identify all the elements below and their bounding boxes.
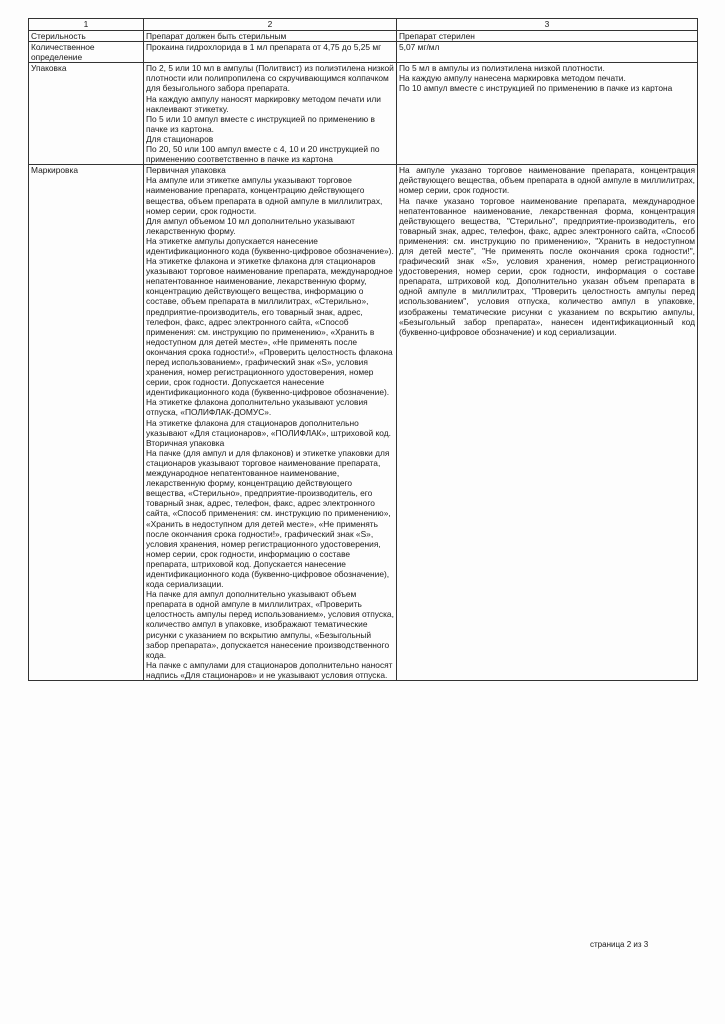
- requirement-paragraph: На пачке (для ампул и для флаконов) и этикетке упаковки для стационаров указывают торговое наименование препарата, международное непатентованное наименование, лекарственную форму, концентрацию действующего вещества, «Стерильно», предприятие-производитель, его товарный знак, адрес, телефон, факс, адрес электронного сайта, «Способ применения: см. инструкцию по применению», «Хранить в недоступном для детей месте», «Не применять после окончания срока годности!», графический знак «S», условия хранения, номер регистрационного удостоверения, номер серии, срок годности, информацию о составе препарата, штриховой код. Допускается нанесение идентификационного кода (буквенно-цифровое обозначение), кода сериализации.: [146, 447, 391, 590]
- result-paragraph: Препарат стерилен: [399, 31, 475, 41]
- requirement-paragraph: На пачке с ампулами для стационаров дополнительно наносят надпись «Для стационаров» и не указывают условия отпуска.: [146, 659, 393, 680]
- table-row: [29, 42, 698, 63]
- requirement-paragraph: На этикетке флакона и этикетке флакона для стационаров указывают торговое наименование препарата, международное непатентованное наименование, лекарственную форму, концентрацию действующего вещества, информацию о составе, объем препарата в миллилитрах, «Стерильно», предприятие-производитель, его товарный знак, адрес, телефон, факс, адрес электронного сайта, «Способ применения: см. инструкцию по применению», «Хранить в недоступном для детей месте», «Не применять после окончания срока годности!», «Проверить целостность флакона перед использованием», графический знак «S», условия хранения, номер регистрационного удостоверения, номер серии, срок годности. Допускается нанесение идентификационного кода (буквенно-цифровое обозначение).: [146, 256, 393, 398]
- requirement-paragraph: По 2, 5 или 10 мл в ампулы (Политвист) из полиэтилена низкой плотности или полипропилена со скручивающимся колпачком для безыгольного забора препарата.: [146, 63, 394, 94]
- requirement-paragraph: Вторичная упаковка: [146, 437, 225, 448]
- requirement-paragraph: На этикетке флакона дополнительно указывают условия отпуска, «ПОЛИФЛАК-ДОМУС».: [146, 397, 368, 418]
- result-paragraph: На ампуле указано торговое наименование препарата, концентрация действующего вещества, объем препарата в одной ампуле в миллилитрах, номер серии, срок годности.: [399, 165, 695, 196]
- requirement-paragraph: Препарат должен быть стерильным: [146, 31, 287, 41]
- requirement-paragraph: На каждую ампулу наносят маркировку методом печати или наклеивают этикетку.: [146, 93, 381, 114]
- parameter-name: Маркировка: [29, 165, 144, 681]
- column-header-1: 1: [29, 19, 144, 31]
- parameter-name: Количественное определение: [29, 42, 144, 63]
- requirement-paragraph: На этикетке флакона для стационаров дополнительно указывают «Для стационаров», «ПОЛИФЛАК», штриховой код.: [146, 417, 391, 438]
- result-cell: [397, 42, 698, 63]
- table-row: [29, 165, 698, 681]
- requirement-paragraph: На пачке для ампул дополнительно указывают объем препарата в одной ампуле в миллилитрах, «Проверить целостность ампулы перед использованием», условия отпуска, количество ампул в упаковке, изображают тематические рисунки с указанием по вскрытию ампулы, «Безыгольный забор препарата», допускается нанесение производственного кода.: [146, 589, 394, 660]
- table-row: [29, 63, 698, 165]
- requirement-cell: [144, 63, 397, 165]
- result-paragraph: По 10 ампул вместе с инструкцией по применению в пачке из картона: [399, 83, 673, 94]
- table-row: [29, 31, 698, 42]
- requirement-paragraph: Для ампул объемом 10 мл дополнительно указывают лекарственную форму.: [146, 215, 355, 236]
- result-paragraph: На каждую ампулу нанесена маркировка методом печати.: [399, 73, 626, 84]
- result-paragraph: На пачке указано торговое наименование препарата, международное непатентованное наименование, лекарственная форма, концентрация действующего вещества, "Стерильно", предприятие-производитель, его товарный знак, адрес, телефон, факс, адрес электронного сайта, «Способ применения: см. инструкцию по применению», "Хранить в недоступном для детей месте", "Не применять после окончания срока годности!", графический знак «S», условия хранения, номер регистрационного удостоверения, номер серии, срок годности, информация о составе препарата, штриховой код. Дополнительно указан объем препарата в одной ампуле в миллилитрах, "Проверить целостность ампулы перед использованием", условия отпуска, количество ампул в упаковке, изображены тематические рисунки с указанием по вскрытию ампулы, «Безыгольный забор препарата», нанесен идентификационный код (буквенно-цифровое обозначение) и код сериализации.: [399, 195, 695, 337]
- requirement-paragraph: Прокаина гидрохлорида в 1 мл препарата от 4,75 до 5,25 мг: [146, 42, 382, 53]
- column-header-2: 2: [144, 19, 397, 31]
- result-cell: [397, 31, 698, 42]
- result-cell: [397, 63, 698, 165]
- result-paragraph: 5,07 мг/мл: [399, 42, 440, 53]
- header-row: [29, 19, 698, 31]
- requirement-cell: [144, 165, 397, 681]
- column-header-3: 3: [397, 19, 698, 31]
- requirement-paragraph: По 20, 50 или 100 ампул вместе с 4, 10 и 20 инструкцией по применению соответственно в пачке из картона: [146, 144, 380, 165]
- result-cell: [397, 165, 698, 681]
- requirement-cell: [144, 31, 397, 42]
- page-number: страница 2 из 3: [590, 940, 649, 949]
- requirement-paragraph: На ампуле или этикетке ампулы указывают торговое наименование препарата, концентрацию действующего вещества, объем препарата в одной ампуле в миллилитрах, номер серии, срок годности.: [146, 175, 383, 216]
- result-paragraph: По 5 мл в ампулы из полиэтилена низкой плотности.: [399, 63, 605, 74]
- parameter-name: Стерильность: [29, 31, 144, 42]
- requirement-cell: [144, 42, 397, 63]
- parameter-name: Упаковка: [29, 63, 144, 165]
- requirement-paragraph: По 5 или 10 ампул вместе с инструкцией по применению в пачке из картона.: [146, 113, 375, 134]
- requirement-paragraph: Для стационаров: [146, 133, 214, 144]
- specification-table: [28, 18, 698, 681]
- requirement-paragraph: Первичная упаковка: [146, 165, 226, 176]
- requirement-paragraph: На этикетке ампулы допускается нанесение идентификационного кода (буквенно-цифровое обозначение»).: [146, 235, 394, 256]
